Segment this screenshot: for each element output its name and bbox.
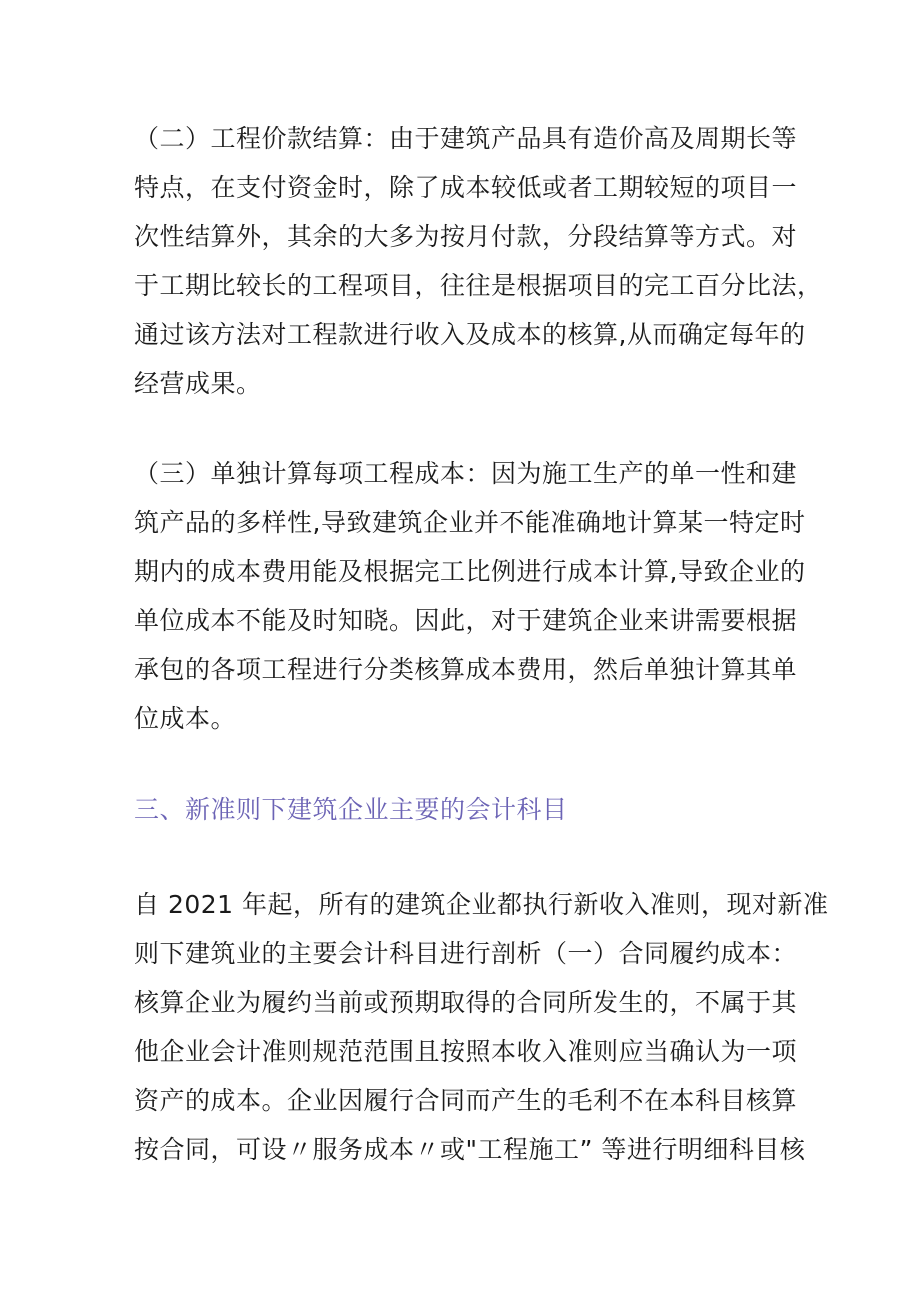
text-line: （二）工程价款结算：由于建筑产品具有造价高及周期长等 — [134, 124, 798, 153]
text-line: 按合同，可设〃服务成本〃或"工程施工” 等进行明细科目核 — [134, 1135, 806, 1164]
text-line: （三）单独计算每项工程成本：因为施工生产的单一性和建 — [134, 459, 798, 488]
text-line: 位成本。 — [134, 704, 237, 733]
section-heading: 三、新准则下建筑企业主要的会计科目 — [134, 795, 568, 824]
text-line: 承包的各项工程进行分类核算成本费用，然后单独计算其单 — [134, 655, 798, 684]
text-line: 次性结算外，其余的大多为按月付款，分段结算等方式。对 — [134, 222, 798, 251]
text-line: 经营成果。 — [134, 369, 262, 398]
paragraph-new-revenue-standard — [134, 880, 829, 1174]
text-line: 核算企业为履约当前或预期取得的合同所发生的，不属于其 — [134, 988, 798, 1017]
text-line: 筑产品的多样性,导致建筑企业并不能准确地计算某一特定时 — [134, 508, 806, 537]
text-line: 特点，在支付资金时，除了成本较低或者工期较短的项目一 — [134, 173, 798, 202]
text-line: 资产的成本。企业因履行合同而产生的毛利不在本科目核算 — [134, 1086, 798, 1115]
text-line: 单位成本不能及时知晓。因此，对于建筑企业来讲需要根据 — [134, 606, 798, 635]
text-line: 则下建筑业的主要会计科目进行剖析（一）合同履约成本： — [134, 939, 798, 968]
text-line: 通过该方法对工程款进行收入及成本的核算,从而确定每年的 — [134, 320, 806, 349]
text-line: 期内的成本费用能及根据完工比例进行成本计算,导致企业的 — [134, 557, 806, 586]
text-line: 自 2021 年起，所有的建筑企业都执行新收入准则，现对新准 — [134, 890, 829, 919]
paragraph-separate-cost-calculation — [134, 449, 814, 743]
text-line: 于工期比较长的工程项目，往往是根据项目的完工百分比法， — [134, 271, 823, 300]
paragraph-project-price-settlement — [134, 114, 823, 408]
text-line: 他企业会计准则规范范围且按照本收入准则应当确认为一项 — [134, 1037, 798, 1066]
